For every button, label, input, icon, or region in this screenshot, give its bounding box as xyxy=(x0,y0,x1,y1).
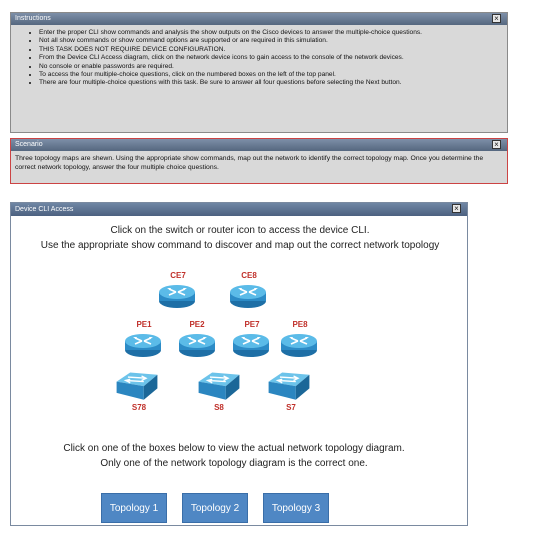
cli-instruction-line-4: Only one of the network topology diagram is the correct one. xyxy=(100,458,368,469)
device-label-s78: S78 xyxy=(131,403,147,412)
switch-s78-icon[interactable] xyxy=(114,368,160,402)
device-label-pe1: PE1 xyxy=(136,320,152,329)
cli-titlebar xyxy=(11,203,467,216)
instruction-item: • THIS TASK DOES NOT REQUIRE DEVICE CONFIGURATION. xyxy=(39,46,501,54)
scenario-close-icon[interactable]: × xyxy=(492,140,501,149)
instruction-item: • There are four multiple-choice questions with this task. Be sure to answer all four questions before selecting the Next button. xyxy=(39,79,501,87)
topology-1-button[interactable]: Topology 1 xyxy=(101,493,167,523)
cli-title: Device CLI Access xyxy=(15,206,74,213)
topology-3-button[interactable]: Topology 3 xyxy=(263,493,329,523)
cli-instruction-line-1: Click on the switch or router icon to access the device CLI. xyxy=(110,225,370,236)
instructions-close-icon[interactable]: × xyxy=(492,14,501,23)
cli-instruction-line-2: Use the appropriate show command to discover and map out the correct network topology xyxy=(40,240,440,251)
router-ce7-icon[interactable] xyxy=(156,283,198,309)
scenario-text: Three topology maps are shewn. Using the appropriate show commands, map out the network to identify the correct topology map. Once you determine the correct network topology, answer the four multiple choice questions. xyxy=(15,155,484,171)
instructions-panel xyxy=(10,12,508,133)
instruction-item: • Enter the proper CLI show commands and analysis the show outputs on the Cisco devices to answer the multiple-choice questions. xyxy=(39,29,501,37)
instruction-item: • To access the four multiple-choice questions, click on the numbered boxes on the left of the top panel. xyxy=(39,71,501,79)
cli-close-icon[interactable]: × xyxy=(452,204,461,213)
scenario-panel xyxy=(10,138,508,184)
router-ce8-icon[interactable] xyxy=(227,283,269,309)
router-pe8-icon[interactable] xyxy=(278,332,320,358)
device-label-ce8: CE8 xyxy=(241,271,257,280)
scenario-titlebar xyxy=(11,139,507,151)
topology-2-button[interactable]: Topology 2 xyxy=(182,493,248,523)
router-pe7-icon[interactable] xyxy=(230,332,272,358)
instructions-title: Instructions xyxy=(15,15,51,22)
device-label-pe2: PE2 xyxy=(189,320,205,329)
device-label-s7: S7 xyxy=(286,403,296,412)
instructions-list xyxy=(11,25,507,88)
device-label-pe8: PE8 xyxy=(292,320,308,329)
switch-s8-icon[interactable] xyxy=(196,368,242,402)
device-cli-panel xyxy=(10,202,468,526)
router-pe1-icon[interactable] xyxy=(122,332,164,358)
instruction-item: • From the Device CLI Access diagram, click on the network device icons to gain access to the console of the network devices. xyxy=(39,54,501,62)
instruction-item: • Not all show commands or show command options are supported or are required in this simulation. xyxy=(39,37,501,45)
instruction-item: • No console or enable passwords are required. xyxy=(39,63,501,71)
device-label-s8: S8 xyxy=(214,403,224,412)
switch-s7-icon[interactable] xyxy=(266,368,312,402)
instructions-titlebar xyxy=(11,13,507,25)
device-label-ce7: CE7 xyxy=(170,271,186,280)
cli-instruction-line-3: Click on one of the boxes below to view the actual network topology diagram. xyxy=(63,443,405,454)
device-label-pe7: PE7 xyxy=(244,320,260,329)
scenario-title: Scenario xyxy=(15,141,43,148)
router-pe2-icon[interactable] xyxy=(176,332,218,358)
